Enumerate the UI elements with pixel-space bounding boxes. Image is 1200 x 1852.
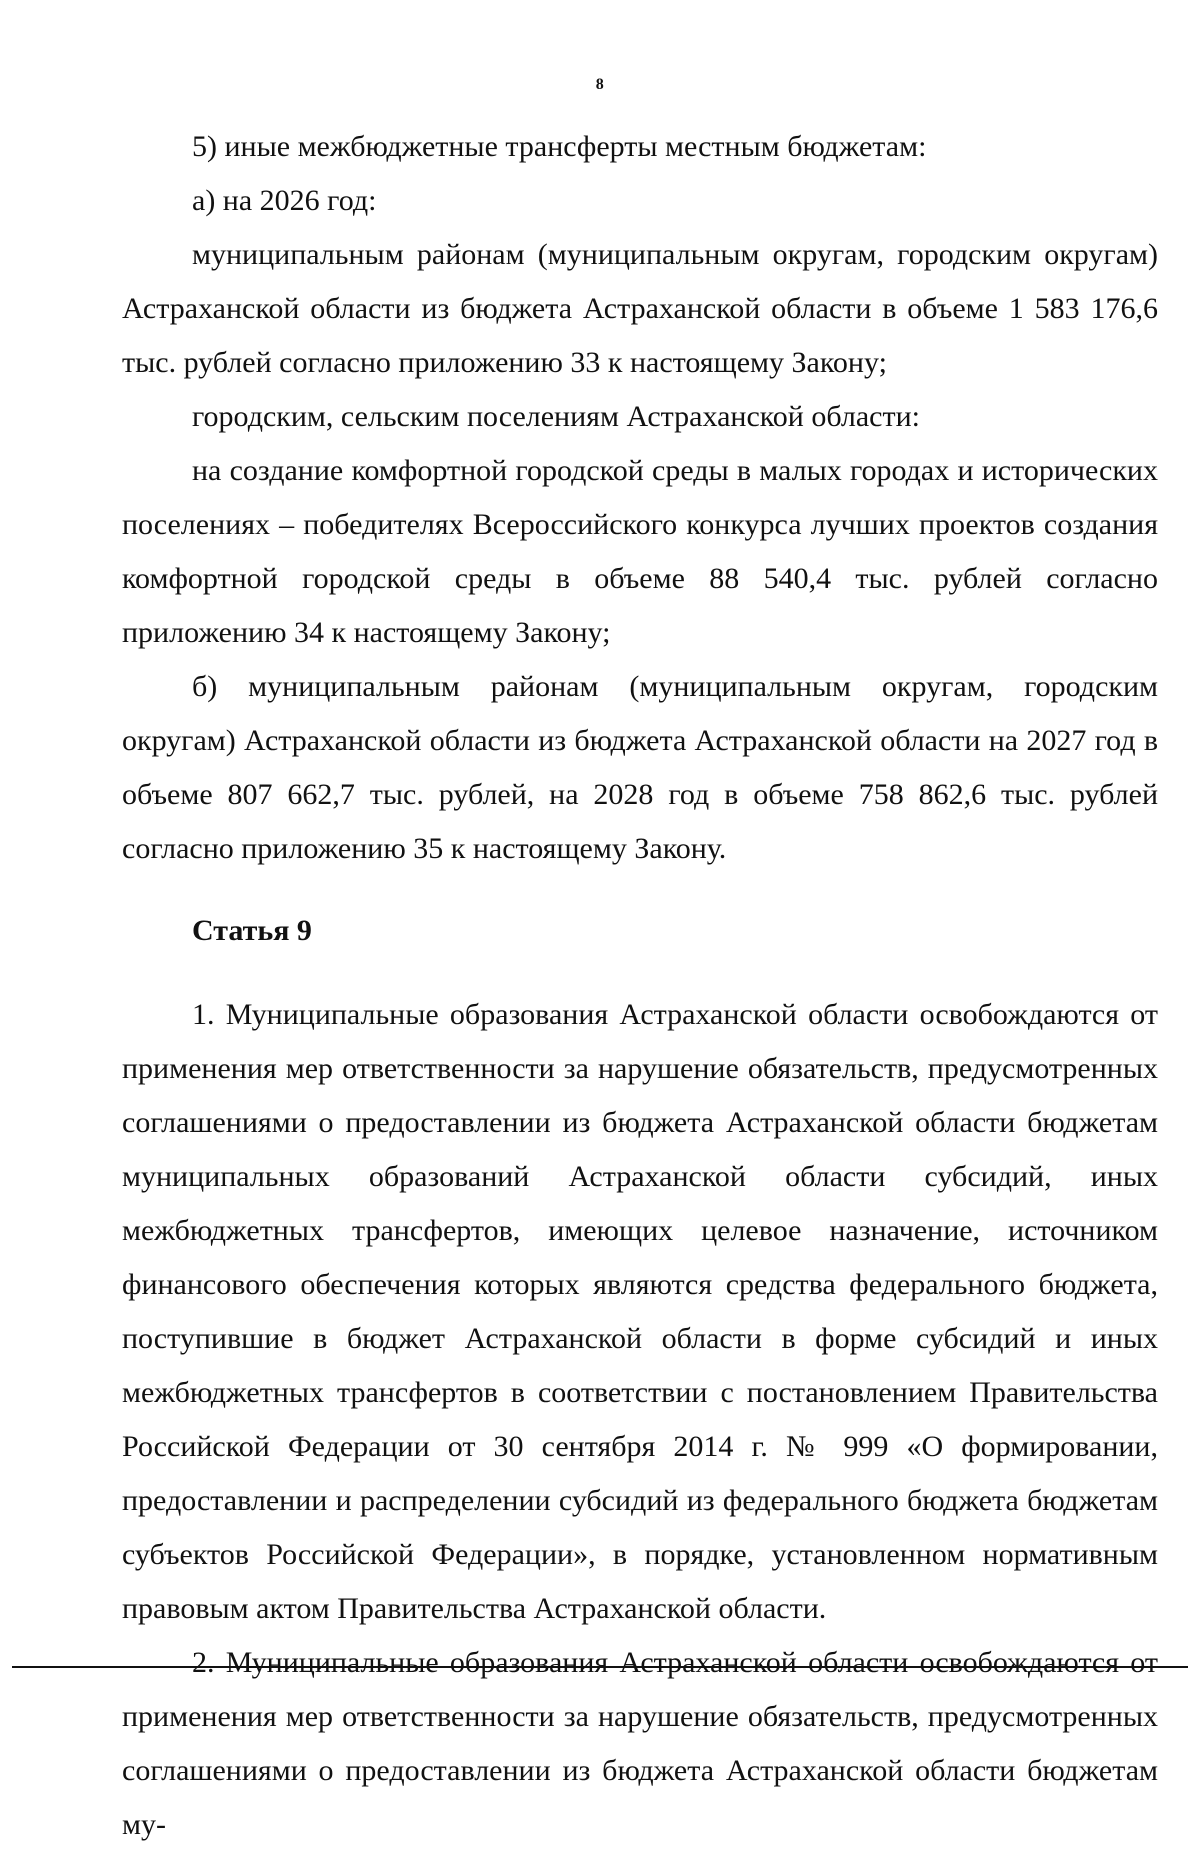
paragraph-item-5: 5) иные межбюджетные трансферты местным бюджетам: xyxy=(192,130,927,163)
paragraph-municipal-districts-2026: муниципальным районам (муниципальным округам, городским округам) Астраханской области из бюджета Астраханской области в объеме 1 583 176,6 тыс. рублей согласно приложению 33 к настоящему Закону; xyxy=(122,238,1158,379)
page-bottom-divider xyxy=(12,1666,1188,1668)
paragraph-urban-environment: на создание комфортной городской среды в малых городах и исторических поселениях – победителях Всероссийского конкурса лучших проектов создания комфортной городской среды в объеме 88 540,4 тыс. рублей согласно приложению 34 к настоящему Закону; xyxy=(122,454,1158,649)
page-number: 8 xyxy=(595,76,605,93)
paragraph-subitem-b: б) муниципальным районам (муниципальным округам, городским округам) Астраханской области из бюджета Астраханской области на 2027 год в объеме 807 662,7 тыс. рублей, на 2028 год в объеме 758 862,6 тыс. рублей согласно приложению 35 к настоящему Закону. xyxy=(122,670,1158,865)
paragraph-settlements: городским, сельским поселениям Астраханской области: xyxy=(192,400,920,433)
paragraph-subitem-a: а) на 2026 год: xyxy=(192,184,377,217)
document-body xyxy=(122,120,1158,1852)
article-paragraph-2: 2. Муниципальные образования Астраханской области освобождаются от применения мер ответственности за нарушение обязательств, предусмотренных соглашениями о предоставлении из бюджета Астраханской области бюджетам му- xyxy=(122,1646,1158,1841)
article-paragraph-1: 1. Муниципальные образования Астраханской области освобождаются от применения мер ответственности за нарушение обязательств, предусмотренных соглашениями о предоставлении из бюджета Астраханской области бюджетам муниципальных образований Астраханской области субсидий, иных межбюджетных трансфертов, имеющих целевое назначение, источником финансового обеспечения которых являются средства федерального бюджета, поступившие в бюджет Астраханской области в форме субсидий и иных межбюджетных трансфертов в соответствии с постановлением Правительства Российской Федерации от 30 сентября 2014 г. № 999 «О формировании, предоставлении и распределении субсидий из федерального бюджета бюджетам субъектов Российской Федерации», в порядке, установленном нормативным правовым актом Правительства Астраханской области. xyxy=(122,998,1158,1625)
article-heading: Статья 9 xyxy=(192,914,312,947)
